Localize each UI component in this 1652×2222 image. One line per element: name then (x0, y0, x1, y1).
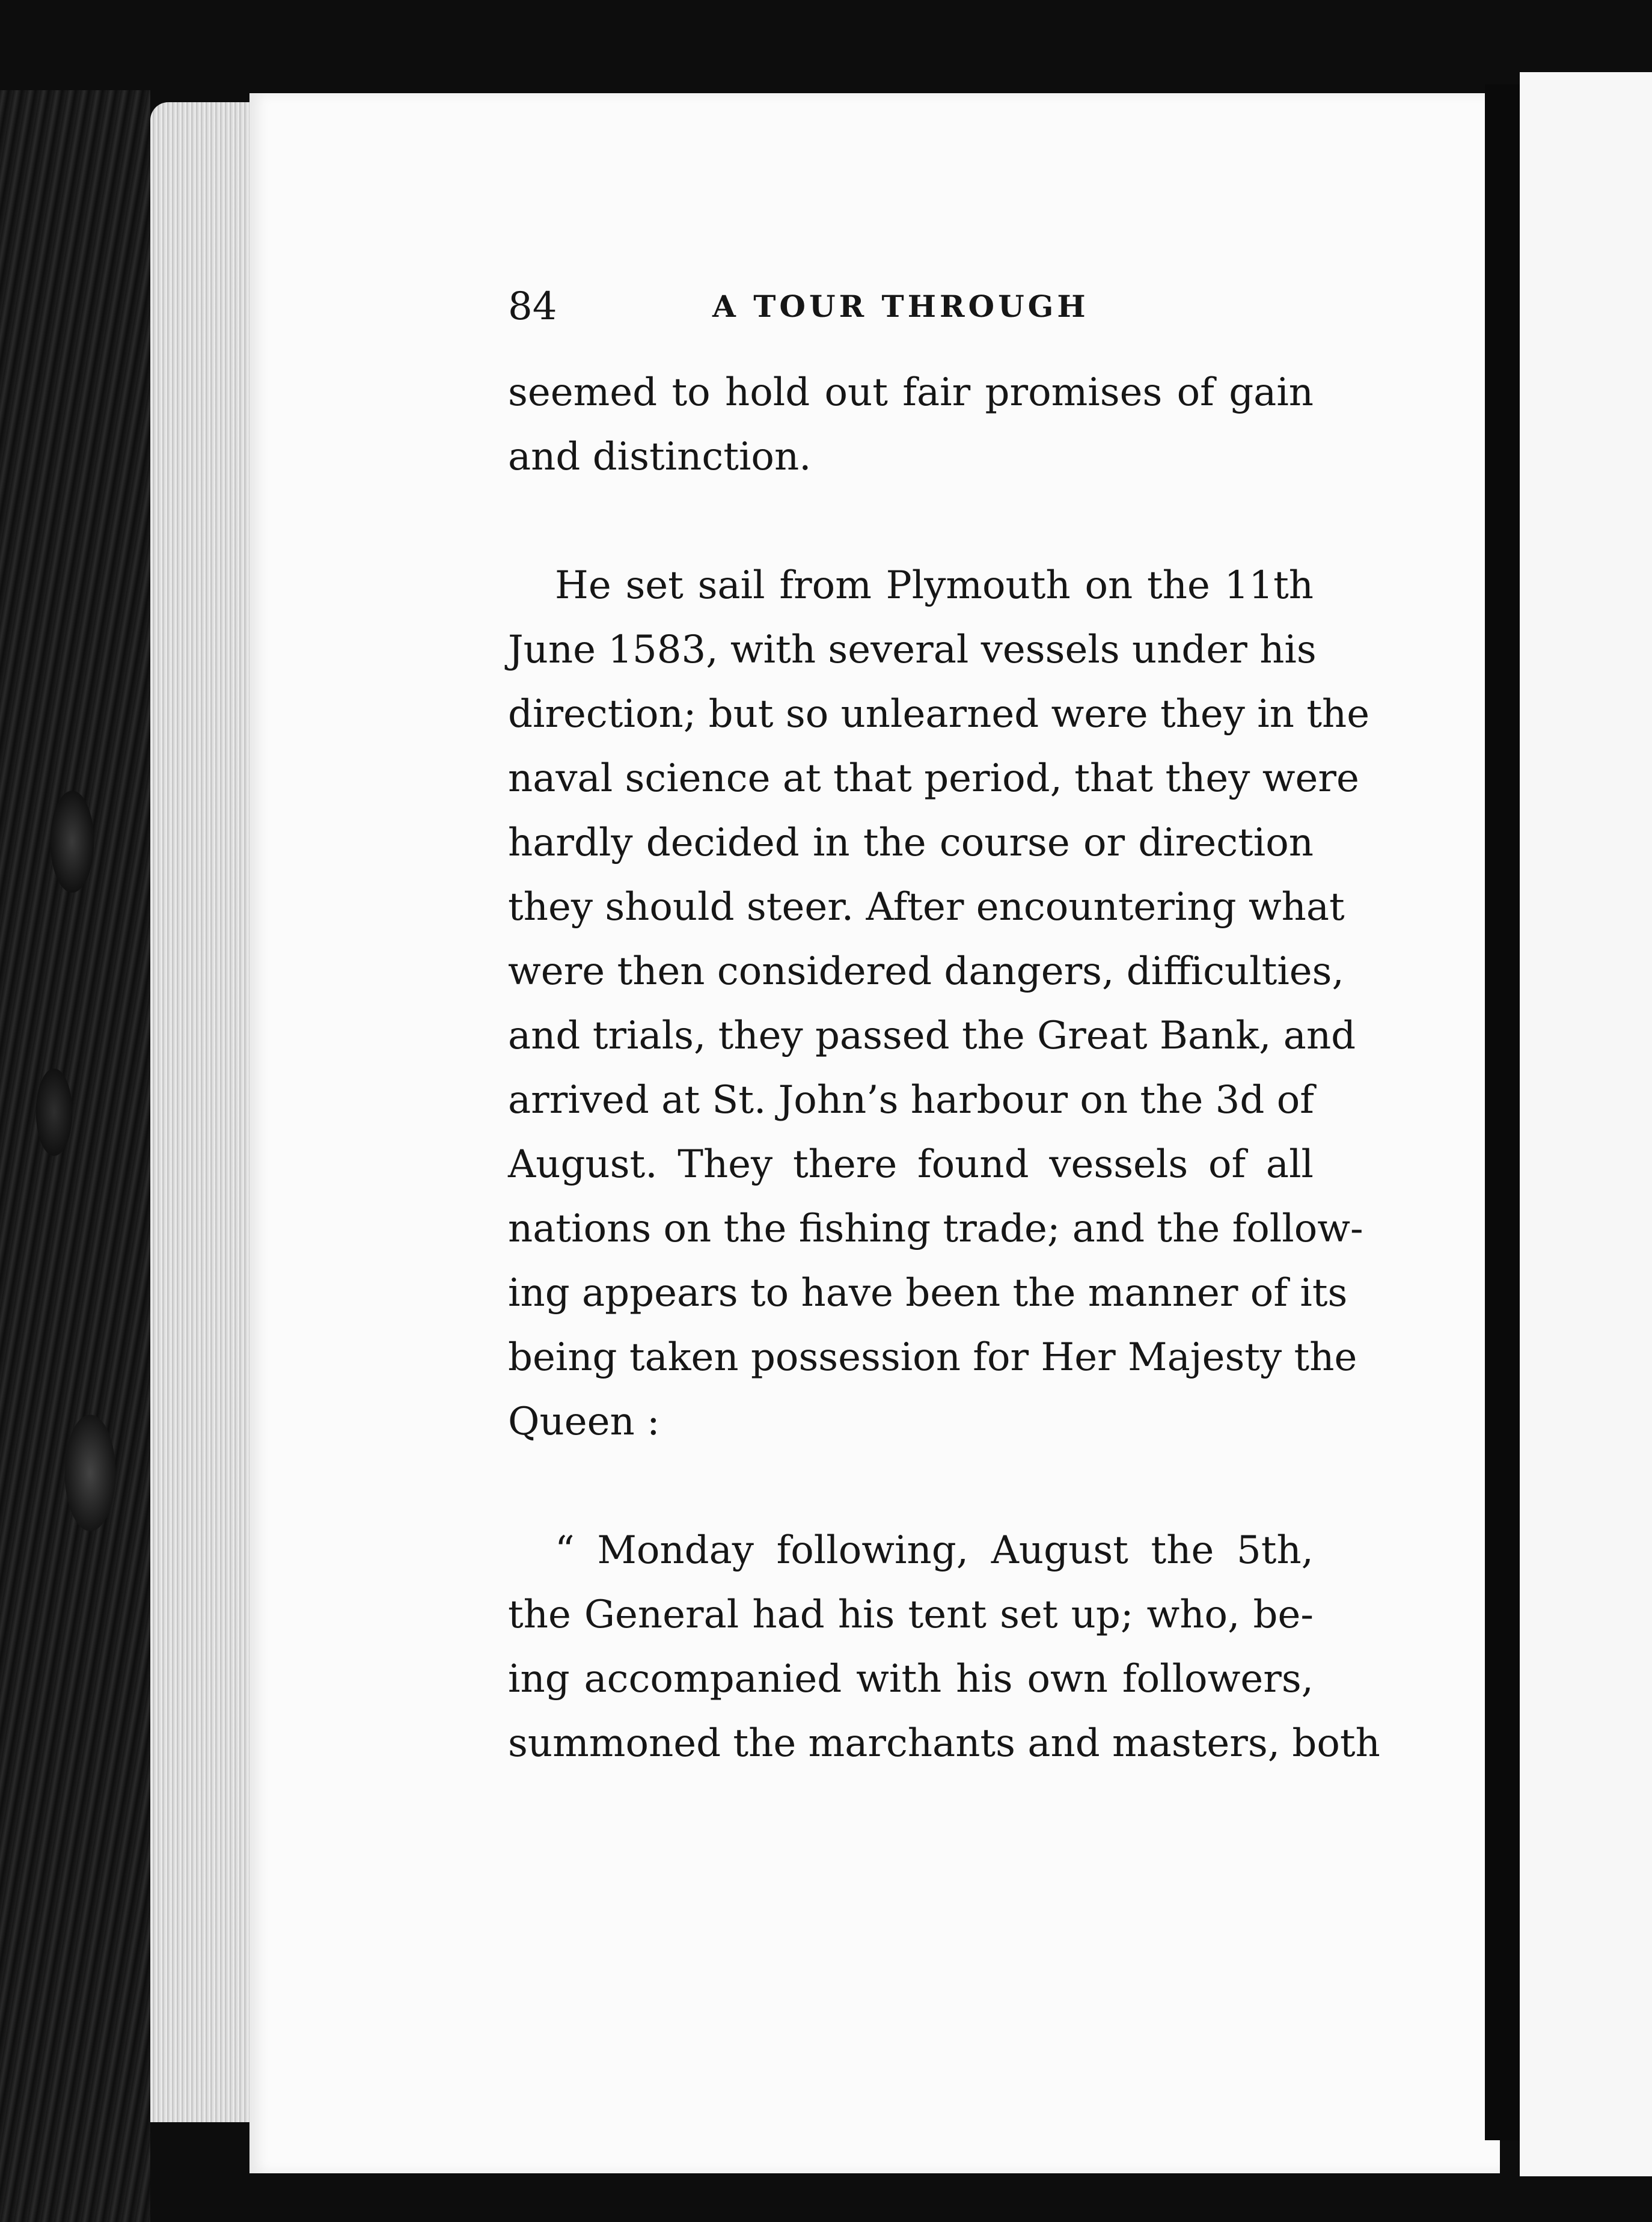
page-edges (150, 102, 252, 2122)
marbled-cover-board (0, 90, 150, 2222)
text-line: they should steer. After encountering what (508, 885, 1345, 929)
paragraph-gap (508, 1454, 1314, 1519)
text-line: “ Monday following, August the 5th, (555, 1528, 1314, 1573)
text-line: ing appears to have been the manner of its (508, 1271, 1348, 1315)
text-line: summoned the marchants and masters, both (508, 1721, 1380, 1766)
text-line: and distinction. (508, 435, 812, 479)
text-line: being taken possession for Her Majesty the (508, 1335, 1357, 1380)
text-line: hardly decided in the course or direction (508, 821, 1314, 865)
paragraph-gap (508, 489, 1314, 554)
text-line: June 1583, with several vessels under his (508, 628, 1317, 672)
text-line: He set sail from Plymouth on the 11th (555, 563, 1314, 608)
text-line: August. They there found vessels of all (508, 1142, 1314, 1187)
text-line: were then considered dangers, difficulties, (508, 949, 1344, 994)
running-head: A TOUR THROUGH (712, 289, 1089, 324)
page-header (508, 283, 1314, 331)
text-line: direction; but so unlearned were they in the (508, 692, 1370, 736)
text-line: the General had his tent set up; who, be- (508, 1593, 1314, 1637)
text-line: ing accompanied with his own followers, (508, 1657, 1314, 1701)
text-line: and trials, they passed the Great Bank, and (508, 1014, 1356, 1058)
text-line: seemed to hold out fair promises of gain (508, 370, 1314, 415)
text-line: naval science at that period, that they were (508, 756, 1359, 801)
book-gutter (1485, 84, 1520, 2140)
facing-page-edge (1520, 72, 1652, 2176)
text-line: arrived at St. John’s harbour on the 3d of (508, 1078, 1314, 1122)
text-line: nations on the fishing trade; and the follow- (508, 1207, 1363, 1251)
page-number: 84 (508, 284, 557, 329)
body-text (508, 361, 1380, 1776)
text-line: Queen : (508, 1400, 660, 1444)
